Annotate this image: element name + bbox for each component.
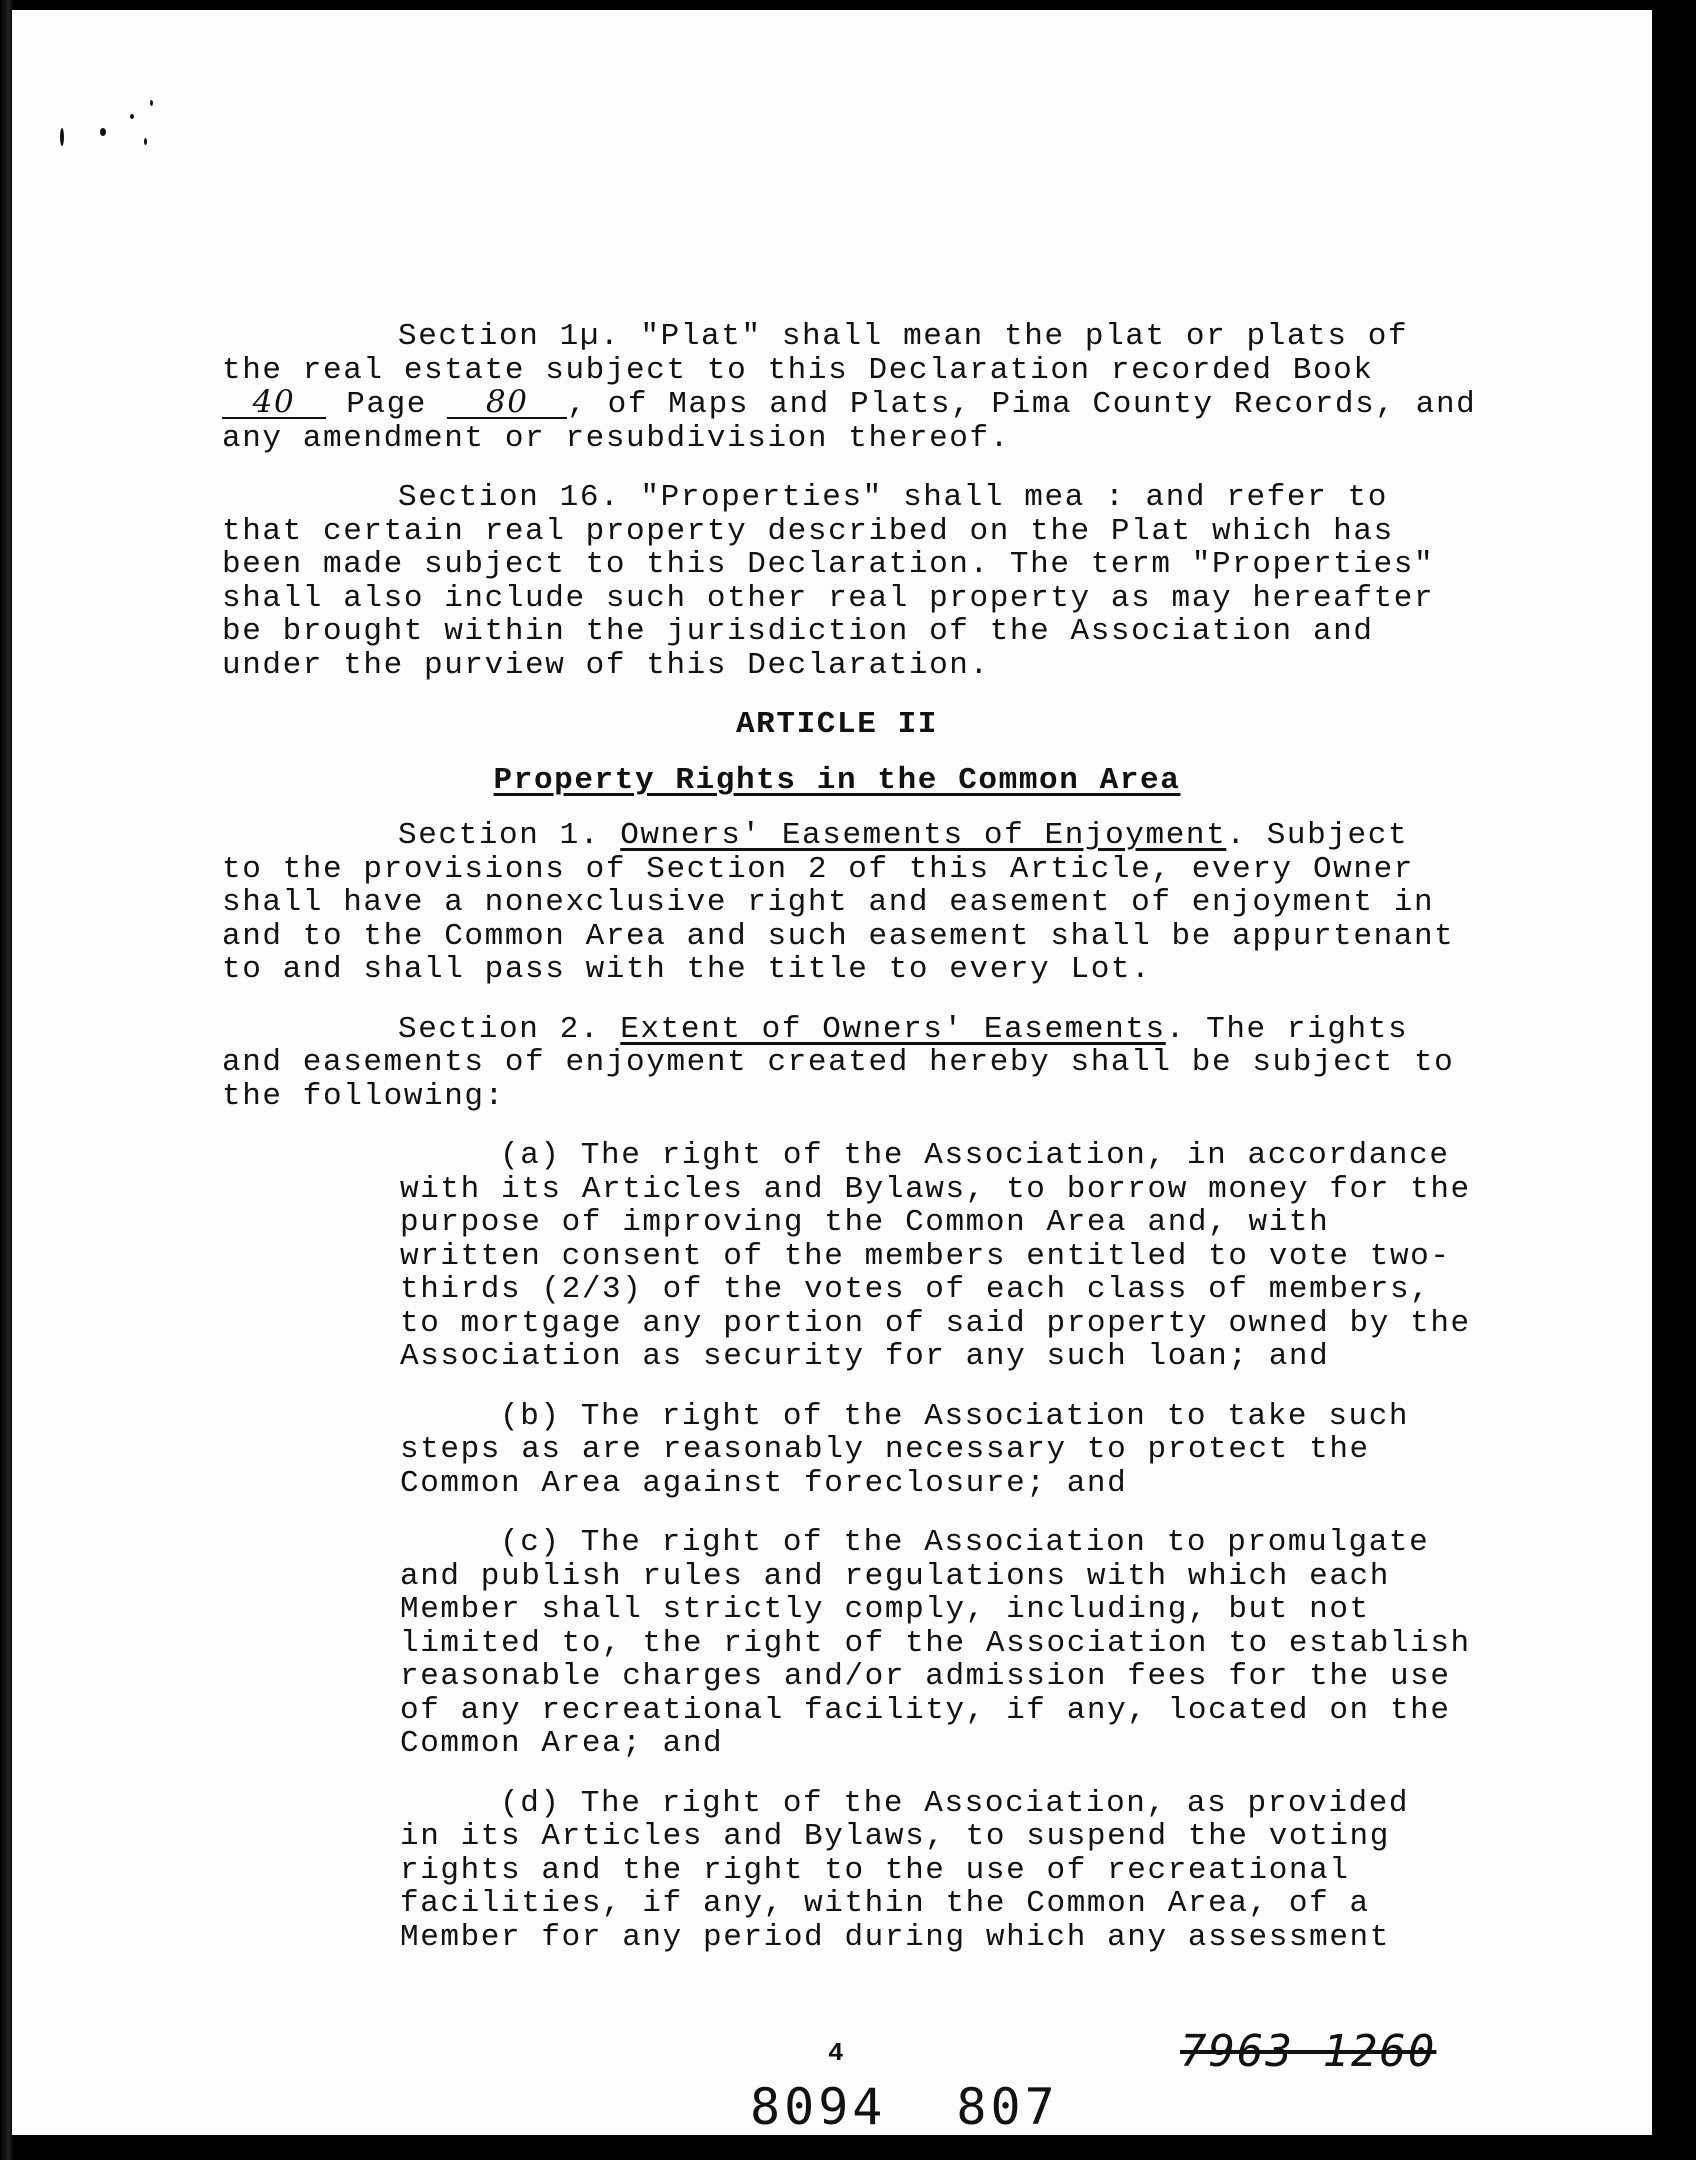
text-line: reasonable charges and/or admission fees for the use — [400, 1659, 1451, 1694]
text-line — [222, 1013, 1452, 1047]
text-line: under the purview of this Declaration. — [222, 647, 990, 683]
page-label: Page — [346, 387, 428, 422]
text-line — [222, 384, 1477, 422]
text-line: in its Articles and Bylaws, to suspend the voting — [400, 1819, 1390, 1854]
text-line: the following: — [222, 1078, 505, 1114]
text-fragment: , of Maps and Plats, Pima County Records, and — [567, 387, 1477, 422]
recording-stamp — [750, 2078, 1059, 2135]
text-line: purpose of improving the Common Area and, with — [400, 1205, 1330, 1240]
text-line: facilities, if any, within the Common Area, of a — [400, 1886, 1370, 1921]
text-line: and publish rules and regulations with which each — [400, 1558, 1390, 1594]
text-line: (a) The right of the Association, in accordance — [500, 1138, 1450, 1173]
text-line: Section 16. "Properties" shall mea : and refer to — [398, 480, 1388, 515]
text-line: to and shall pass with the title to every Lot. — [222, 952, 1152, 987]
section-label: Section 1. — [398, 818, 601, 853]
text-line: and easements of enjoyment created hereby shall be subject to — [222, 1045, 1455, 1080]
text-line: steps as are reasonably necessary to protect the — [400, 1432, 1370, 1467]
text-line: been made subject to this Declaration. The term "Properties" — [222, 547, 1435, 582]
text-line: to the provisions of Section 2 of this Article, every Owner — [222, 851, 1414, 887]
item-b — [222, 1400, 1452, 1501]
text-fragment: . Subject — [1226, 818, 1409, 853]
document-body — [222, 319, 1477, 1980]
handwritten-book-number: 40 — [222, 387, 326, 419]
text-line: Member for any period during which any assessment — [400, 1919, 1390, 1955]
old-recording-stamp: 7963 1260 — [1180, 2026, 1437, 2077]
text-line: of any recreational facility, if any, located on the — [400, 1692, 1451, 1728]
text-line: to mortgage any portion of said property owned by the — [400, 1305, 1471, 1341]
text-line: Common Area; and — [400, 1726, 724, 1761]
article-title-text: Property Rights in the Common Area — [493, 762, 1181, 798]
item-d — [222, 1787, 1452, 1955]
scan-specks — [52, 100, 172, 170]
text-line: shall have a nonexclusive right and easement of enjoyment in — [222, 885, 1435, 920]
section-label: Section 2. — [398, 1011, 601, 1047]
article2-section-1 — [222, 818, 1455, 987]
recording-docket: 8094 — [750, 2078, 887, 2135]
text-line: rights and the right to the use of recreational — [400, 1852, 1350, 1888]
text-line: shall also include such other real property as may hereafter — [222, 580, 1435, 616]
text-line: written consent of the members entitled to vote two- — [400, 1238, 1451, 1274]
text-line: thirds (2/3) of the votes of each class of members, — [400, 1272, 1431, 1307]
text-line: (d) The right of the Association, as provided — [500, 1785, 1410, 1821]
article-title — [222, 764, 1452, 798]
text-line — [222, 819, 1452, 853]
text-line: with its Articles and Bylaws, to borrow money for the — [400, 1171, 1471, 1207]
handwritten-page-number: 80 — [447, 387, 567, 419]
text-line: Member shall strictly comply, including, but not — [400, 1592, 1370, 1627]
document-page — [12, 10, 1652, 2135]
section-16 — [222, 481, 1452, 682]
article2-section-2 — [222, 1011, 1455, 1114]
item-a — [222, 1138, 1471, 1374]
text-line: Common Area against foreclosure; and — [400, 1465, 1128, 1501]
section-heading: Extent of Owners' Easements — [620, 1011, 1166, 1047]
page-number: 4 — [828, 2038, 844, 2068]
text-line: and to the Common Area and such easement shall be appurtenant — [222, 918, 1455, 954]
section-heading: Owners' Easements of Enjoyment — [620, 818, 1227, 853]
text-line: be brought within the jurisdiction of the Association and — [222, 614, 1374, 649]
item-c — [222, 1525, 1471, 1761]
recording-page: 807 — [956, 2078, 1059, 2135]
text-line: Section 1µ. "Plat" shall mean the plat or plats of — [398, 319, 1409, 354]
text-line: that certain real property described on the Plat which has — [222, 513, 1394, 549]
text-line: any amendment or resubdivision thereof. — [222, 420, 1010, 456]
text-line: (c) The right of the Association to promulgate — [500, 1525, 1430, 1560]
text-line: the real estate subject to this Declaration recorded Book — [222, 352, 1374, 388]
text-fragment: . The rights — [1165, 1011, 1409, 1047]
article-number: ARTICLE II — [735, 707, 939, 742]
text-line: (b) The right of the Association to take such — [500, 1398, 1410, 1434]
section-15 — [222, 319, 1477, 456]
text-line: Association as security for any such loan; and — [400, 1339, 1330, 1374]
text-line: limited to, the right of the Association to establish — [400, 1625, 1471, 1661]
